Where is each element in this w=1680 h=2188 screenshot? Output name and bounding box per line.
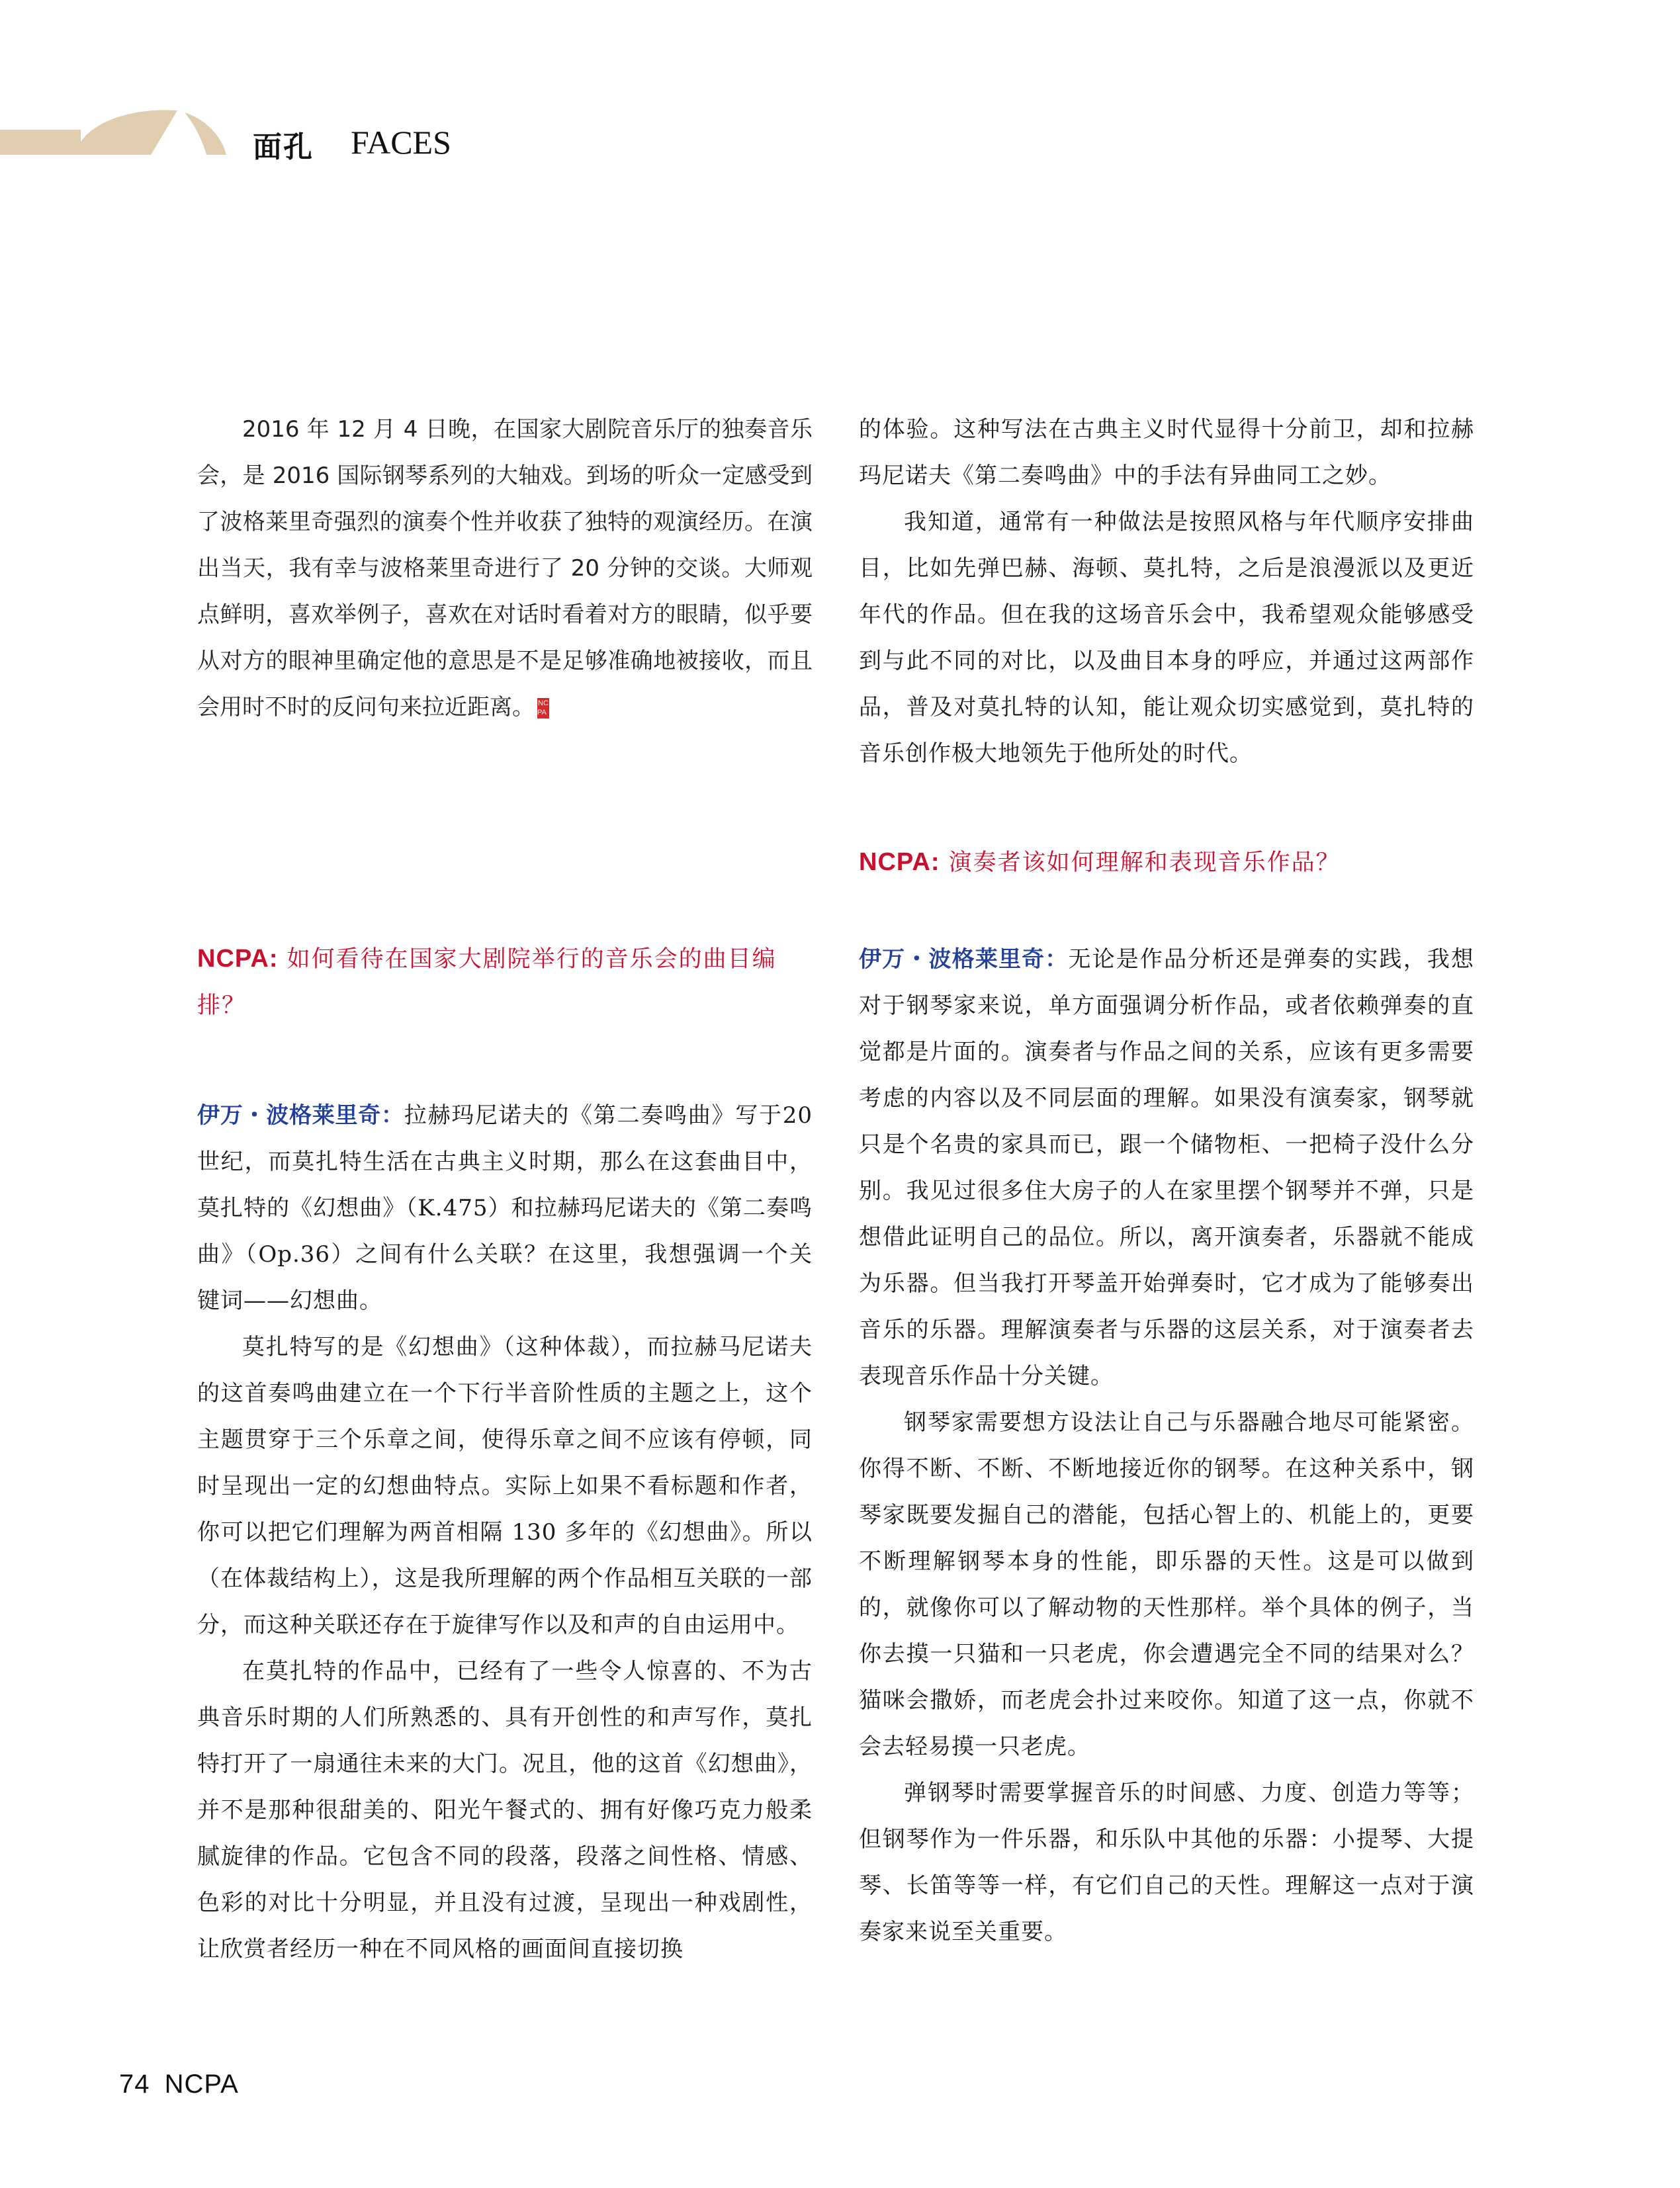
magazine-name: NCPA [164, 2070, 239, 2099]
qa1-block [197, 936, 813, 1972]
qa1-speaker: 伊万・波格莱里奇： [197, 1102, 404, 1129]
qa1-question-lead: NCPA: [197, 945, 279, 973]
qa2-answer-p1-text: 无论是作品分析还是弹奏的实践，我想对于钢琴家来说，单方面强调分析作品，或者依赖弹奏的直觉都是片面的。演奏者与作品之间的关系，应该有更多需要考虑的内容以及不同层面的理解。如果没有演奏家，钢琴就只是个名贵的家具而已，跟一个储物柜、一把椅子没什么分别。我见过很多住大房子的人在家里摆个钢琴并不弹，只是想借此证明自己的品位。所以，离开演奏者，乐器就不能成为乐器。但当我打开琴盖开始弹奏时，它才成为了能够奏出音乐的乐器。理解演奏者与乐器的这层关系，对于演奏者去表现音乐作品十分关键。 [859, 946, 1475, 1389]
qa1-answer-p3-continued: 的体验。这种写法在古典主义时代显得十分前卫，却和拉赫玛尼诺夫《第二奏鸣曲》中的手法有异曲同工之妙。 [859, 416, 1474, 489]
ncpa-end-mark-icon: NC PA [537, 698, 549, 719]
header-dome-left [75, 110, 177, 155]
qa2-answer-p3: 弹钢琴时需要掌握音乐的时间感、力度、创造力等等；但钢琴作为一件乐器，和乐队中其他的乐器：小提琴、大提琴、长笛等等一样，有它们自己的天性。理解这一点对于演奏家来说至关重要。 [859, 1780, 1474, 1945]
qa2-speaker: 伊万・波格莱里奇： [859, 946, 1069, 973]
qa2-block [859, 839, 1474, 1955]
qa1-continuation-block [859, 406, 1474, 777]
qa2-question [859, 839, 1474, 886]
section-title-en: FACES [351, 124, 451, 161]
intro-text: 2016 年 12 月 4 日晚，在国家大剧院音乐厅的独奏音乐会，是 2016 国际钢琴系列的大轴戏。到场的听众一定感受到了波格莱里奇强烈的演奏个性并收获了独特的观演经历。在演出当天，我有幸与波格莱里奇进行了 20 分钟的交谈。大师观点鲜明，喜欢举例子，喜欢在对话时看着对方的眼睛，似乎要从对方的眼神里确定他的意思是不是足够准确地被接收，而且会用时不时的反问句来拉近距离。 [197, 416, 813, 721]
qa1-answer-p4: 我知道，通常有一种做法是按照风格与年代顺序安排曲目，比如先弹巴赫、海顿、莫扎特，之后是浪漫派以及更近年代的作品。但在我的这场音乐会中，我希望观众能够感受到与此不同的对比，以及曲目本身的呼应，并通过这两部作品，普及对莫扎特的认知，能让观众切实感觉到，莫扎特的音乐创作极大地领先于他所处的时代。 [859, 509, 1474, 767]
qa1-answer-p1-text: 拉赫玛尼诺夫的《第二奏鸣曲》写于20世纪，而莫扎特生活在古典主义时期，那么在这套曲目中，莫扎特的《幻想曲》（K.475）和拉赫玛尼诺夫的《第二奏鸣曲》（Op.36）之间有什么关联？在这里，我想强调一个关键词——幻想曲。 [197, 1102, 813, 1314]
intro-paragraph [197, 406, 813, 730]
qa1-answer-p1 [197, 1092, 813, 1324]
page-number: 74 [119, 2070, 150, 2099]
qa1-question [197, 936, 813, 1029]
qa1-question-text: 如何看待在国家大剧院举行的音乐会的曲目编排？ [197, 946, 777, 1019]
page-footer [119, 2070, 239, 2099]
intro-block [197, 406, 813, 730]
qa1-answer-p3: 在莫扎特的作品中，已经有了一些令人惊喜的、不为古典音乐时期的人们所熟悉的、具有开创性的和声写作，莫扎特打开了一扇通往未来的大门。况且，他的这首《幻想曲》，并不是那种很甜美的、阳光午餐式的、拥有好像巧克力般柔腻旋律的作品。它包含不同的段落，段落之间性格、情感、色彩的对比十分明显，并且没有过渡，呈现出一种戏剧性，让欣赏者经历一种在不同风格的画面间直接切换 [197, 1658, 813, 1962]
section-title-cn: 面孔 [253, 130, 314, 164]
qa2-question-lead: NCPA: [859, 848, 940, 876]
qa2-question-text: 演奏者该如何理解和表现音乐作品？ [948, 850, 1341, 876]
header-band [0, 130, 81, 155]
qa2-answer-p1 [859, 936, 1474, 1399]
header-dome-right [185, 112, 226, 155]
qa1-answer-p2: 莫扎特写的是《幻想曲》（这种体裁），而拉赫马尼诺夫的这首奏鸣曲建立在一个下行半音阶性质的主题之上，这个主题贯穿于三个乐章之间，使得乐章之间不应该有停顿，同时呈现出一定的幻想曲特点。实际上如果不看标题和作者，你可以把它们理解为两首相隔 130 多年的《幻想曲》。所以（在体裁结构上），这是我所理解的两个作品相互关联的一部分，而这种关联还存在于旋律写作以及和声的自由运用中。 [197, 1334, 813, 1638]
qa2-answer-p2: 钢琴家需要想方设法让自己与乐器融合地尽可能紧密。你得不断、不断、不断地接近你的钢琴。在这种关系中，钢琴家既要发掘自己的潜能，包括心智上的、机能上的，更要不断理解钢琴本身的性能，即乐器的天性。这是可以做到的，就像你可以了解动物的天性那样。举个具体的例子，当你去摸一只猫和一只老虎，你会遭遇完全不同的结果对么？猫咪会撒娇，而老虎会扑过来咬你。知道了这一点，你就不会去轻易摸一只老虎。 [859, 1409, 1474, 1760]
